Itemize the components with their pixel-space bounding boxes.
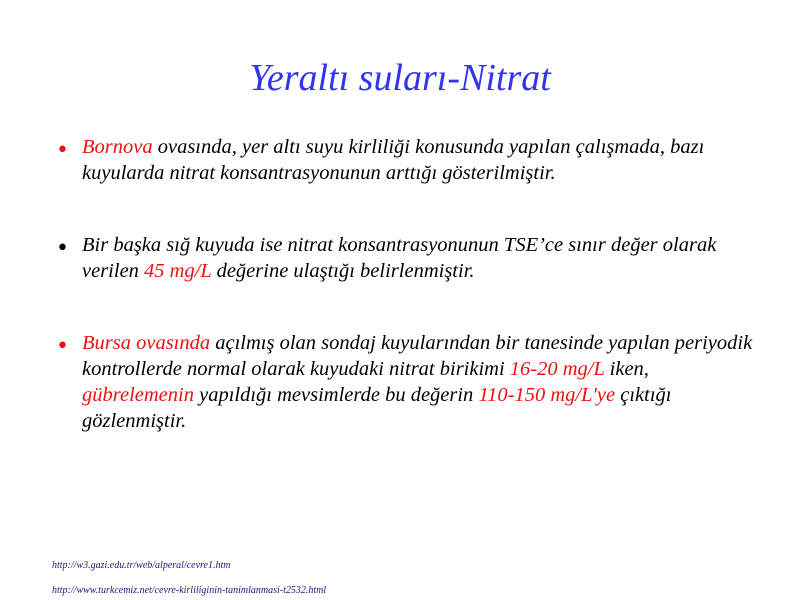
bullet-dot-icon: • (56, 138, 69, 163)
bullet-dot-icon: • (56, 236, 69, 261)
reference-link[interactable]: http://www.turkcemiz.net/cevre-kirliliginin-tanimlanmasi-t2532.html (52, 585, 327, 596)
text-segment: değerine ulaştığı belirlenmiştir. (211, 260, 475, 282)
text-segment: çıktığı gözlenmiştir. (82, 384, 672, 432)
text-segment: gübrelemenin (82, 384, 194, 406)
bullet-dot-icon: • (56, 334, 69, 359)
text-segment: 16-20 mg/L (509, 358, 605, 380)
text-segment: iken, (604, 358, 649, 380)
text-segment: Bir başka sığ kuyuda ise nitrat konsantrasyonunun TSE’ce sınır değer olarak verilen (82, 234, 717, 282)
text-segment: Bursa ovasında (82, 332, 211, 354)
bullet-text (82, 330, 758, 434)
text-segment: yapıldığı mevsimlerde bu değerin (193, 384, 479, 406)
reference-link[interactable]: http://w3.gazi.edu.tr/web/alperal/cevre1.htm (52, 560, 231, 571)
text-segment: açılmış olan sondaj kuyularından bir tanesinde yapılan periyodik kontrollerde normal olarak kuyudaki nitrat birikimi (82, 332, 753, 380)
slide-title: Yeraltı suları-Nitrat (249, 57, 551, 99)
bullet-text (82, 232, 758, 284)
text-segment: ovasında, yer altı suyu kirliliği konusunda yapılan çalışmada, bazı kuyularda nitrat konsantrasyonunun arttığı gösterilmiştir. (82, 136, 705, 184)
text-segment: 45 mg/L (144, 260, 212, 282)
bullet-text (82, 134, 758, 186)
text-segment: Bornova (82, 136, 153, 158)
text-segment: 110-150 mg/L'ye (478, 384, 616, 406)
